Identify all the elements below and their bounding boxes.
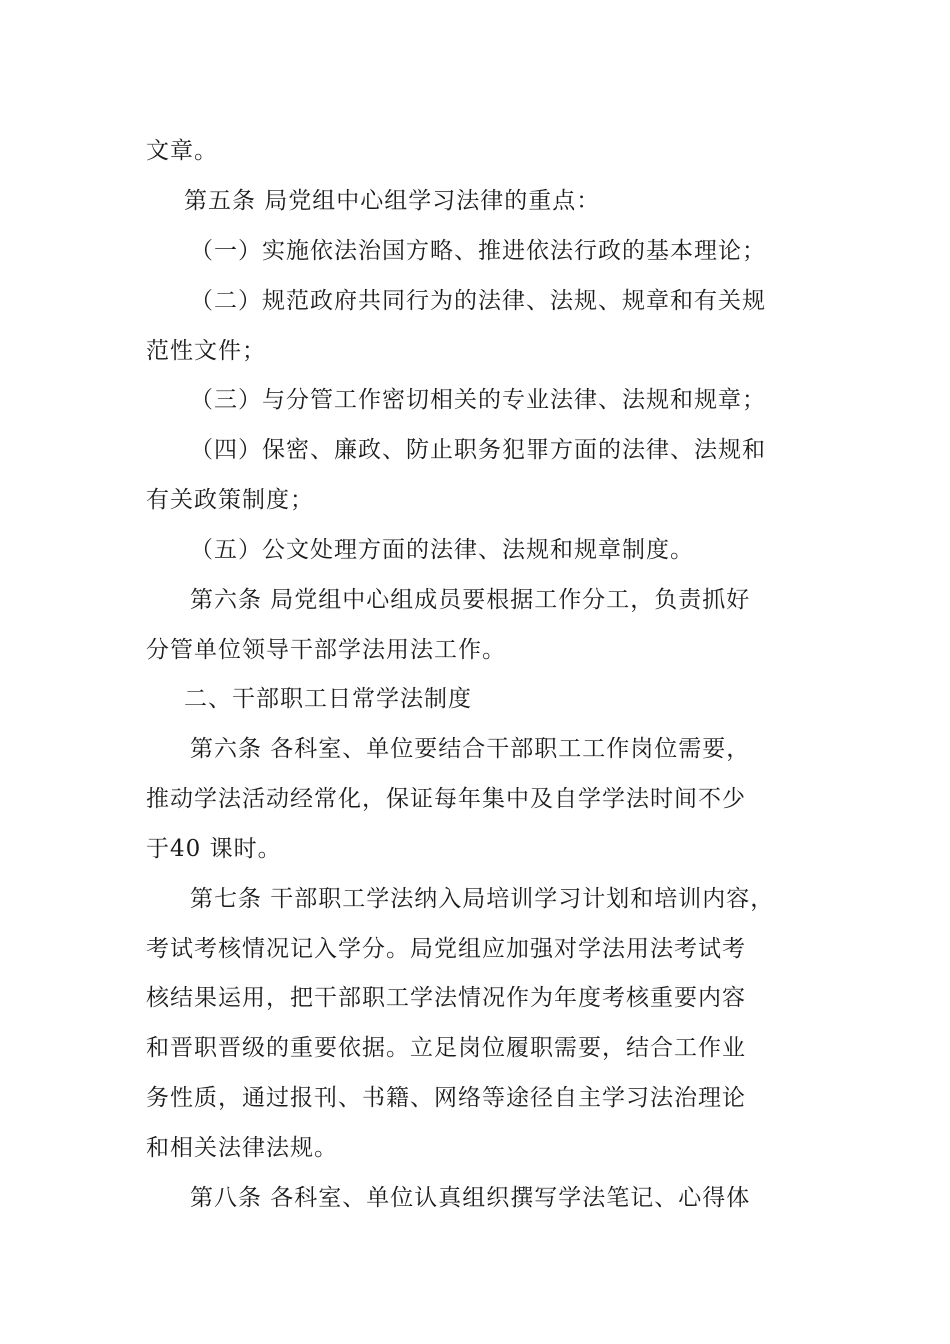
text-line: 推动学法活动经常化，保证每年集中及自学学法时间不少: [146, 786, 746, 812]
article-heading: 第七条 干部职工学法纳入局培训学习计划和培训内容，: [190, 886, 775, 912]
text-line: 务性质，通过报刊、书籍、网络等途径自主学习法治理论: [146, 1085, 746, 1111]
text-line: 分管单位领导干部学法用法工作。: [146, 637, 506, 663]
section-heading: 二、干部职工日常学法制度: [184, 686, 472, 712]
text-line: 考试考核情况记入学分。局党组应加强对学法用法考试考: [146, 936, 746, 962]
text-line: 有关政策制度；: [146, 487, 314, 513]
text-line: 于40 课时。: [146, 836, 282, 862]
list-item: （四）保密、廉政、防止职务犯罪方面的法律、法规和: [190, 437, 766, 463]
list-item: （一）实施依法治国方略、推进依法行政的基本理论；: [190, 238, 766, 264]
article-heading: 第五条 局党组中心组学习法律的重点：: [184, 188, 601, 214]
text-line: 核结果运用，把干部职工学法情况作为年度考核重要内容: [146, 985, 746, 1011]
article-heading: 第六条 各科室、单位要结合干部职工工作岗位需要，: [190, 736, 751, 762]
article-heading: 第八条 各科室、单位认真组织撰写学法笔记、心得体: [190, 1185, 751, 1211]
list-item: （二）规范政府共同行为的法律、法规、规章和有关规: [190, 288, 766, 314]
text-line: 范性文件；: [146, 338, 266, 364]
text-line: 和相关法律法规。: [146, 1135, 338, 1161]
text-line: 和晋职晋级的重要依据。立足岗位履职需要，结合工作业: [146, 1035, 746, 1061]
list-item: （五）公文处理方面的法律、法规和规章制度。: [190, 537, 694, 563]
article-heading: 第六条 局党组中心组成员要根据工作分工，负责抓好: [190, 587, 751, 613]
text-line: 文章。: [146, 138, 218, 164]
list-item: （三）与分管工作密切相关的专业法律、法规和规章；: [190, 387, 766, 413]
